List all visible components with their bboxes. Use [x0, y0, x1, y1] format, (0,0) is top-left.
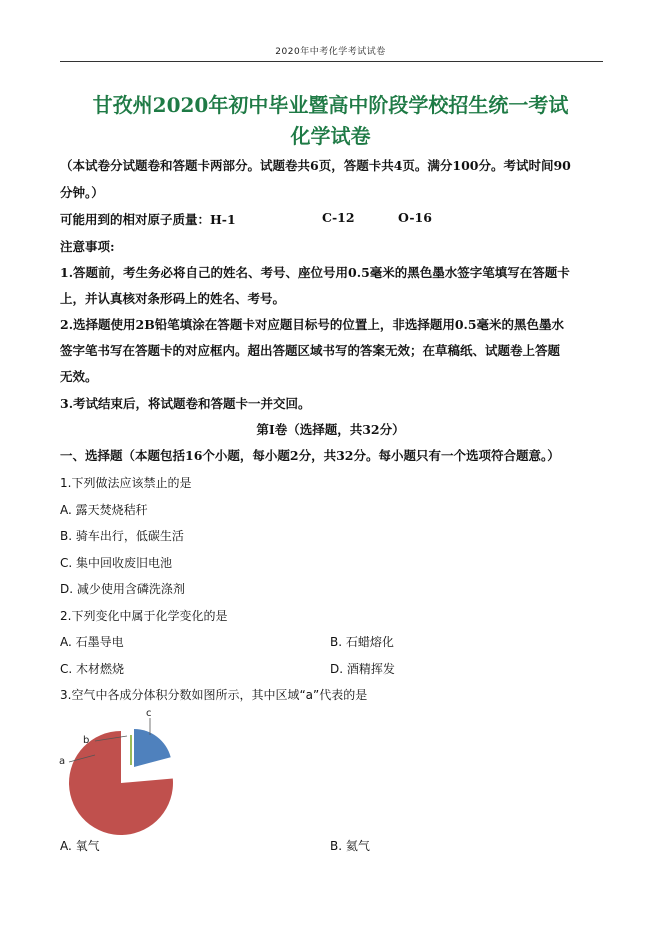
q3-option-a: A. 氧气 — [60, 839, 100, 853]
notice-line-3: 2.选择题使用2B铅笔填涂在答题卡对应题目标号的位置上，非选择题用0.5毫米的黑色墨水 — [60, 317, 565, 332]
atomic-mass-c: C-12 — [322, 210, 355, 225]
pie-slice-b — [130, 735, 132, 765]
notice-line-1: 1.答题前，考生务必将自己的姓名、考号、座位号用0.5毫米的黑色墨水签字笔填写在答题卡 — [60, 265, 570, 280]
pie-label-b: b — [83, 735, 90, 746]
pie-slice-c — [134, 729, 171, 767]
pie-label-c: c — [146, 708, 152, 719]
intro-line-1: （本试卷分试题卷和答题卡两部分。试题卷共6页，答题卡共4页。满分100分。考试时间90 — [60, 158, 571, 173]
atomic-mass-o: O-16 — [398, 210, 432, 225]
exam-title: 甘孜州2020年初中毕业暨高中阶段学校招生统一考试 — [92, 93, 569, 117]
q2-option-d: D. 酒精挥发 — [330, 662, 395, 676]
notice-title: 注意事项: — [60, 239, 115, 254]
notice-line-2: 上，并认真核对条形码上的姓名、考号。 — [60, 291, 286, 306]
q2-option-b: B. 石蜡熔化 — [330, 635, 394, 649]
q1-option-a: A. 露天焚烧秸秆 — [60, 503, 148, 517]
q2-option-c: C. 木材燃烧 — [60, 662, 125, 676]
page-header: 2020年中考化学考试试卷 — [275, 47, 386, 57]
atomic-mass-label: 可能用到的相对原子质量：H-1 — [60, 212, 236, 227]
q1-stem: 1.下列做法应该禁止的是 — [60, 476, 192, 490]
q1-option-b: B. 骑车出行，低碳生活 — [60, 529, 184, 543]
q2-option-a: A. 石墨导电 — [60, 635, 124, 649]
header-divider — [60, 61, 603, 62]
q1-option-d: D. 减少使用含磷洗涤剂 — [60, 582, 185, 596]
pie-label-a: a — [59, 756, 66, 767]
q3-stem: 3.空气中各成分体积分数如图所示，其中区域“a”代表的是 — [60, 688, 368, 702]
notice-line-6: 3.考试结束后，将试题卷和答题卡一并交回。 — [60, 396, 311, 411]
notice-line-4: 签字笔书写在答题卡的对应框内。超出答题区域书写的答案无效；在草稿纸、试题卷上答题 — [60, 343, 561, 358]
intro-line-2: 分钟。） — [60, 185, 104, 200]
notice-line-5: 无效。 — [60, 369, 98, 384]
exam-subtitle: 化学试卷 — [290, 124, 371, 148]
q2-stem: 2.下列变化中属于化学变化的是 — [60, 609, 228, 623]
air-composition-pie — [55, 705, 185, 835]
q3-option-b: B. 氦气 — [330, 839, 370, 853]
section-title: 第Ⅰ卷（选择题，共32分） — [256, 422, 405, 437]
q1-option-c: C. 集中回收废旧电池 — [60, 556, 173, 570]
section-description: 一、选择题（本题包括16个小题，每小题2分，共32分。每小题只有一个选项符合题意。） — [60, 448, 560, 463]
